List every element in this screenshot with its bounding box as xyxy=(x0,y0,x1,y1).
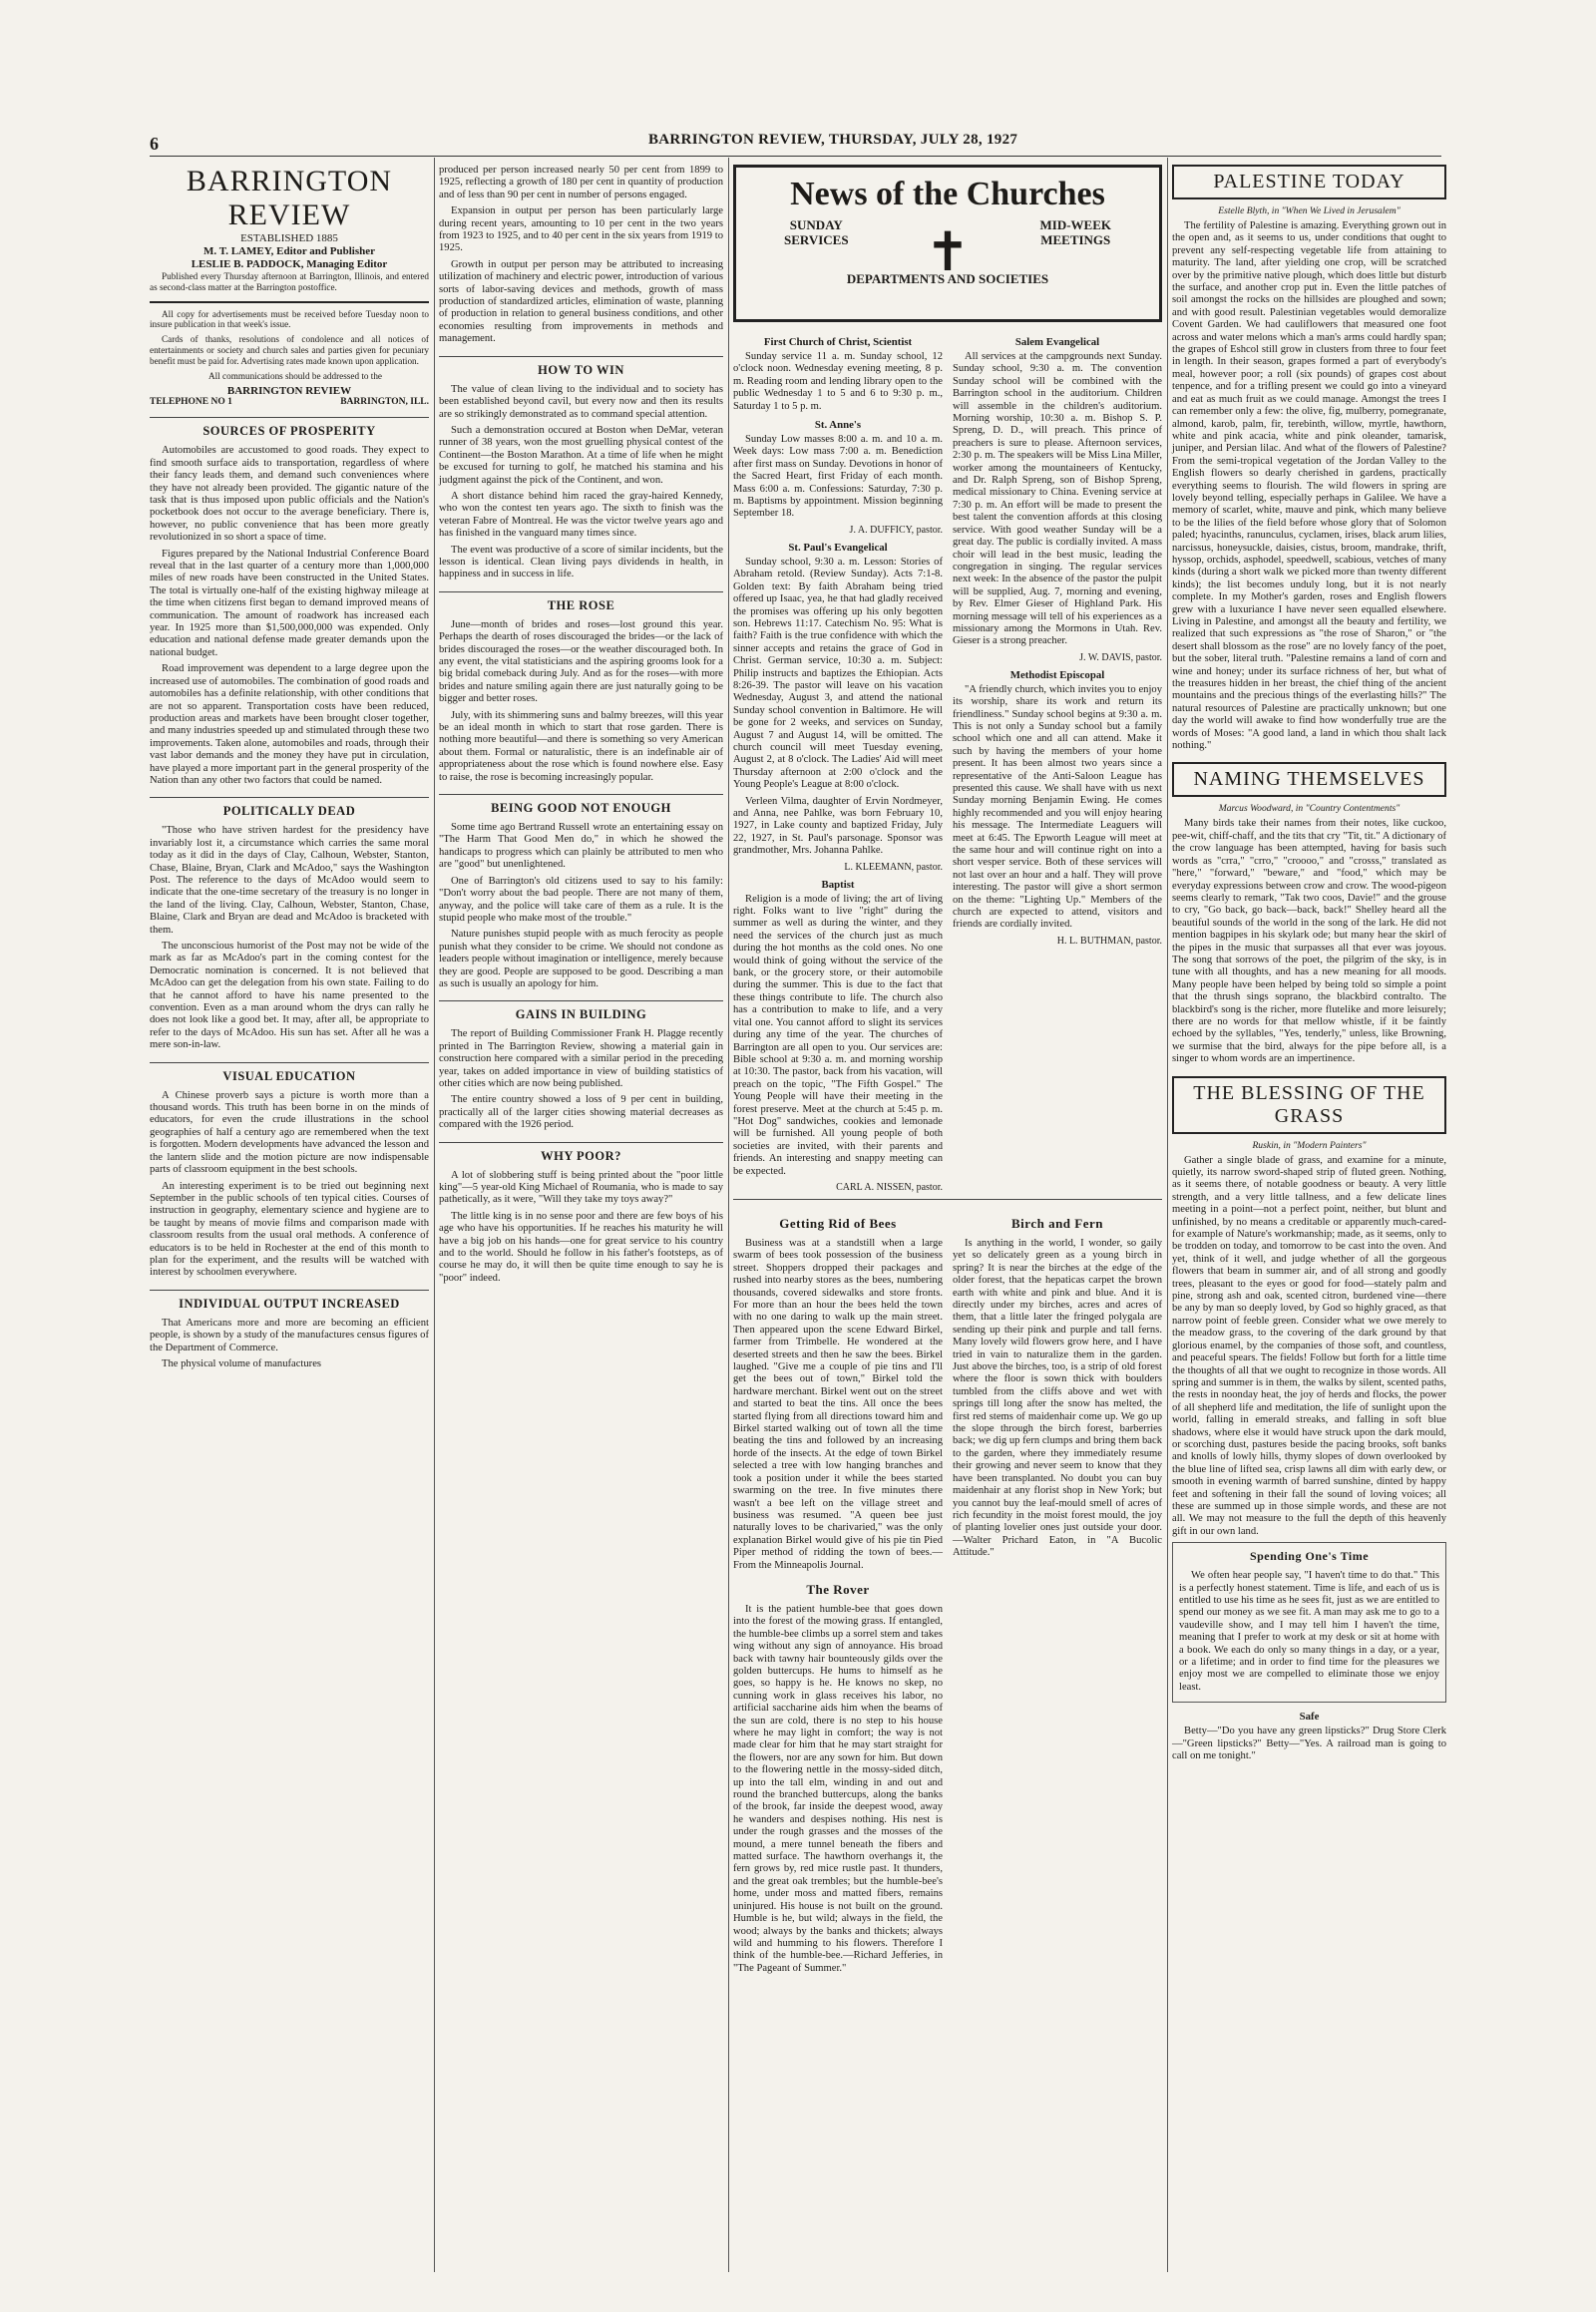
feature-paragraph: Many birds take their names from their notes, like cuckoo, pee-wit, chiff-chaff, and the tits that cry "Tit, tit." A dictionary of the crow language has been attempted, having for basis such words as "crra," "crro," "croooo," and "crosss," translated as "here," "forward," "beware," and "food," which may be everyday expressions between crow and crow. The wood-pigeon seems clearly to remark, "Tak two coos, Davie!" and the grouse to cry, "Go back, go back—back, back!" Shelley heard all the beautiful sounds of the world in the song of the lark. He did not mention bagpipes in his skylark ode; but many hear the skirl of the pipes in the music that surpasses all that ever was joyous. The song that sorrows of the poet, the pilgrim of the sky, is in tune with all thoughts, and has a new meaning for all moods. Many people have been helped by being told so simple a point that the thrush sings soprano, the blackbird contralto. The blackbird's song is the richer, more flutelike and more leisurely; there are no words for that mellow whistle, if it be faintly echoed by the syllables, "Yes, tenderly," unless, like Browning, we surmise that the bird, always for the pipe before all, is a singer to whom words are an impertinence. xyxy=(1172,818,1446,1065)
column-rule xyxy=(1167,158,1168,2272)
editorial-heading: WHY POOR? xyxy=(439,1142,723,1164)
masthead-editor: M. T. LAMEY, Editor and Publisher xyxy=(203,245,375,257)
feature-title-box: NAMING THEMSELVES xyxy=(1172,762,1446,797)
masthead-established: ESTABLISHED 1885 xyxy=(240,232,338,244)
church-notice: Religion is a mode of living; the art of living right. Folks want to live "right" during the summer as well as during the winter, and they need the services of the church just as much during the hot months as the cold ones. No one would think of going without the service of the bank, or the grocery store, or their automobile during the summer. This is due to the fact that these things contribute to life. The church also has a contribution to make to life, and a very vital one. You cannot afford to slight its services during any time of the year. The churches of Barrington are all open to you. Our services are: Bible school at 9:30 a. m. and morning worship at 10:30. The pastor, back from his vacation, will preach on the topic, "The Fifth Gospel." The Young People will have their meeting in the forest preserve. Meet at the church at 5:45 p. m. "Hot Dog" sandwiches, cookies and lemonade will be furnished. All young people of both societies are invited, with their parents and friends. An interesting and snappy meeting can be expected. xyxy=(733,893,943,1177)
column-1 xyxy=(150,165,429,1374)
churches-columns xyxy=(733,330,1162,1199)
editorial-paragraph: Automobiles are accustomed to good roads. They expect to find smooth surface aids to transportation, regardless of where their fancy leads them, and demand such conveniences where they have not already been provided. The gigantic nature of the task that is thus imposed upon public officials and the Nation's pocketbook does not occur to the average beneficiary. There is, however, no public convenience that has been more greatly revolutionized in so short a space of time. xyxy=(150,445,429,544)
churches-sub-left: SERVICES xyxy=(784,232,849,247)
church-notice: Sunday service 11 a. m. Sunday school, 12 o'clock noon. Wednesday evening meeting, 8 p. m. Reading room and lending library open to the public Wednesday 1 to 5 and 6 to 9:30 p. m., Saturday 1 to 5 p. m. xyxy=(733,351,943,412)
column-4 xyxy=(1172,165,1446,1766)
masthead-cards-notice: Cards of thanks, resolutions of condolence and all notices of entertainments or society and church sales and parties given for pecuniary benefit must be paid for. Advertising rates made known upon application. xyxy=(150,334,429,366)
feature-heading: The Rover xyxy=(806,1581,870,1597)
churches-departments: DEPARTMENTS AND SOCIETIES xyxy=(846,271,1049,286)
feature-paragraph: Business was at a standstill when a large swarm of bees took possession of the business street. Shoppers dropped their packages and rushed into nearby stores as the bees, numbering thousands, covered sidewalks and store fronts. For more than an hour the bees held the town with no one daring to walk up the main street. Then appeared upon the scene Edward Birkel, farmer from Trimbelle. He wondered at the deserted streets and then he saw the bees. Birkel laughed. "Give me a couple of pie tins and I'll get the bees out of town," Birkel told the hardware merchant. Birkel went out on the street and started to beat the tins. All once the bees started flying from all directions toward him and Birkel started walking out of town all the time beating the tins and followed by an increasing horde of the insects. At the edge of town Birkel selected a tree with low hanging branches and took a position under it while the bees started swarming on the tree. In five minutes there wasn't a bee left on the village street and business was resumed. "A queen bee just naturally loves to be charivaried," was the only explanation Birkel would give of his pie tin Pied Piper method of ridding the town of bees.—From the Minneapolis Journal. xyxy=(733,1237,943,1571)
feature-paragraph: Betty—"Do you have any green lipsticks?" Drug Store Clerk—"Green lipsticks?" Betty—"Yes. A railroad man is going to call on me tonight." xyxy=(1172,1726,1446,1762)
masthead-published: Published every Thursday afternoon at Barrington, Illinois, and entered as second-class matter at the Barrington postoffice. xyxy=(150,271,429,292)
masthead-telephone-row xyxy=(150,397,429,407)
feature-byline: Marcus Woodward, in "Country Contentments" xyxy=(1218,803,1400,815)
feature-heading: Safe xyxy=(1299,1711,1320,1724)
editorial-paragraph: June—month of brides and roses—lost ground this year. Perhaps the dearth of roses discouraged the brides—or the lack of brides discouraged the roses—or the weather discouraged both. In any event, the vital statisticians and the aspiring grooms look for a big bridal comeback during July. And as for the roses—with more brides and nature smiling again there are just naturally going to be bigger and better roses. xyxy=(439,618,723,705)
masthead-managing-editor: LESLIE B. PADDOCK, Managing Editor xyxy=(191,258,388,270)
church-signature: J. W. DAVIS, pastor. xyxy=(1079,651,1162,663)
feature-heading: Getting Rid of Bees xyxy=(779,1215,897,1231)
features-section xyxy=(733,1199,1162,1979)
editorial-paragraph: Some time ago Bertrand Russell wrote an entertaining essay on "The Harm That Good Men do," in which he showed the handicaps to progress which can plainly be attributed to men who are "good" but unenlightened. xyxy=(439,822,723,871)
feature-paragraph: We often hear people say, "I haven't time to do that." This is a perfectly honest statement. Time is life, and each of us is entitled to use his time as he sees fit, just as we are entitled to spend our money as we see fit. A man may ask me to go to a vaudeville show, and I may tell him I haven't the time, meaning that I prefer to work at my desk or sit at home with a book. We each do only so many things in a day, or a year, or a lifetime; and in order to find time for the pleasures we enjoy most we are compelled to eliminate those we enjoy least. xyxy=(1179,1570,1439,1693)
editorial-paragraph: produced per person increased nearly 50 per cent from 1899 to 1925, reflecting a growth of 180 per cent in quantity of production and of less than 90 per cent in number of persons engaged. xyxy=(439,165,723,200)
editorial-paragraph: The value of clean living to the individual and to society has been established beyond cavil, but every now and then its results are so strikingly demonstrated as to command special attention. xyxy=(439,383,723,420)
editorial-paragraph: Road improvement was dependent to a large degree upon the increased use of automobiles. The combination of good roads and automobiles has a definite relationship, with other conditions that are not so apparent. Transportation costs have been reduced, production areas and markets have been brought closer together, and many industries speeded up and stimulated through these two improvements. Taken alone, automobiles and roads, through their vast labor demands and the money they have put in circulation, have played a more important part in the general prosperity of the Nation than any other two factors that could be named. xyxy=(150,663,429,786)
church-notice: Verleen Vilma, daughter of Ervin Nordmeyer, and Anna, nee Pahlke, was born February 10, 1927, in Lake county and baptized Friday, July 22, 1927, in St. Paul's parsonage. Sponsor was grandmother, Mrs. Johanna Pahlke. xyxy=(733,795,943,857)
page-number: 6 xyxy=(150,134,159,154)
churches-sub-right: MID-WEEK xyxy=(1039,217,1111,232)
editorial-paragraph: The report of Building Commissioner Frank H. Plagge recently printed in The Barrington Review, showing a material gain in construction here compared with a similar period in the preceding year, takes on added importance in view of building statistics of other cities which are now being published. xyxy=(439,1028,723,1089)
editorial-heading: VISUAL EDUCATION xyxy=(150,1062,429,1084)
editorial-paragraph: Figures prepared by the National Industrial Conference Board reveal that in the last quarter of a century more than 1,000,000 miles of new roads have been constructed in the United States. The total is virtually one-half of the existing highway mileage at the time when citizens first began to demand improved means of communication. The amount of roadwork has increased each year. In 1925 more than $1,500,000,000 was expended. Only education and national defense made greater demands upon the national budget. xyxy=(150,548,429,658)
feature-byline: Estelle Blyth, in "When We Lived in Jerusalem" xyxy=(1218,205,1400,216)
editorial-heading: POLITICALLY DEAD xyxy=(150,797,429,819)
editorial-paragraph: A lot of slobbering stuff is being printed about the "poor little king"—5 year-old King Michael of Roumania, who is made to say pathetically, as it were, "Will they take my toys away?" xyxy=(439,1169,723,1206)
church-heading: Baptist xyxy=(821,878,855,891)
editorial-paragraph: An interesting experiment is to be tried out beginning next September in the public schools of ten typical cities. Courses of instruction in geography, elementary science and hygiene are to be taught by means of movie films and comparison made with classroom results from the usual oral methods. A conference of educators is to be held in Rochester at the end of this month to plan for the experiment, and the results will be watched with interest by schoolmen everywhere. xyxy=(150,1180,429,1279)
masthead-address-note: All communications should be addressed to the xyxy=(207,370,383,381)
column-3 xyxy=(733,165,1162,1979)
masthead-copy-notice: All copy for advertisements must be received before Tuesday noon to insure publication in that week's issue. xyxy=(150,308,429,330)
church-heading: Methodist Episcopal xyxy=(1009,668,1105,681)
editorial-heading: GAINS IN BUILDING xyxy=(439,1000,723,1022)
column-rule xyxy=(728,158,729,2272)
editorial-paragraph: The entire country showed a loss of 9 per cent in building, practically all of the larger cities showing material decreases as compared with the 1926 period. xyxy=(439,1094,723,1131)
feature-heading: Birch and Fern xyxy=(1011,1215,1103,1231)
cross-icon: ✝ xyxy=(925,222,971,282)
churches-title: News of the Churches xyxy=(790,176,1105,212)
church-heading: Salem Evangelical xyxy=(1014,336,1100,348)
editorial-paragraph: Growth in output per person may be attributed to increasing utilization of machinery and electric power, introduction of various sorts of labor-saving devices and methods, growth of mass production of standardized articles, elimination of waste, planning of production in relation to general business conditions, and other economies resulting from improvements in methods and management. xyxy=(439,258,723,345)
feature-paragraph: The fertility of Palestine is amazing. Everything grown out in the open and, as it seems to us, under conditions that ought to prevent any self-respecting vegetable life from attaining to maturity. The land, after yielding one crop, will be scratched over by the primitive native plough, which does little but disturb the surface, and another crop put in. Even the little patches of soil amongst the rocks on the hillsides are ploughed and sown; and with good result. Palestinian vegetables would demoralize Covent Garden. We had cauliflowers that measured one foot across and water melons which a man's arms could hardly span; the grapes of Eshcol still grow in clusters from three to four feet in length. In their season, grapes formed a part of everybody's meal, however poor; a roll (six pounds) of grapes cost about tenpence, and for a trifling present we could go into a vineyard and eat as much fruit as we could manage. Amongst the trees I can remember only a few: the olive, fig, mulberry, pomegranate, almond, karob, palm, fir, terebinth, willow, myrtle, hawthorn, white and pink acacia, white and pink oleander, tamarisk, juniper, and Persian lilac. And what of the flowers of Palestine? From the semi-tropical vegetation of the Jordan Valley to the English flowers so dearly cherished in gardens, practically everything seems to flourish. The wild flowers in spring are lovely beyond telling, especially perhaps in Galilee. We have a memory of scarlet, white, mauve and pink, which many believe to be the lilies of the field before whose glory that of Solomon paled; hyacinths, ranunculus, cyclamen, irises, black arum lilies, narcissus, honeysuckle, daisies, cistus, broom, mandrake, thrift, hyssop, orchids, asphodel, speedwell, scabious, vetches of many kinds (during a short walk we picked more than twenty different kinds); the list becomes unduly long, but it is not nearly complete. In my Mother's garden, roses and English flowers grew with a luxuriance I have never seen equalled elsewhere. Living in Palestine, and amongst all the beauty and fertility, we realized that such expressions as "the rose of Sharon," or "the desert shall blossom as the rose" are no lovely fancy of the poet, but the sober, literal truth. "Palestine remains a land of corn and wine and honey; under its surface richness of her, but what of the treasures hidden in her breast, the chief thing of the ancient mountains and the precious things of the everlasting hills?" The natural resources of Palestine are practically unknown; but one day the world will awake to find how wonderfully true are the words of Moses: "A good land, a land in which thou shalt lack nothing." xyxy=(1172,220,1446,752)
editorial-paragraph: The little king is in no sense poor and there are few boys of his age who have his opportunities. If he reaches his maturity he will have a big job on his hands—one for great service to his country and to the world. Should he follow in his father's footsteps, as of course he may do, it will then be quite time enough to say he is "poor" indeed. xyxy=(439,1210,723,1284)
editorial-paragraph: Expansion in output per person has been particularly large during recent years, amounting to 10 per cent in the two years from 1923 to 1925, and to 40 per cent in the six years from 1919 to 1925. xyxy=(439,205,723,254)
masthead-address-name: BARRINGTON REVIEW xyxy=(226,385,352,398)
editorial-paragraph: July, with its shimmering suns and balmy breezes, will this year be an ideal month in which to start that rose garden. There is nothing more beautiful—and there is something so very American about them. Formal or naturalistic, there is an indefinable air of appropriateness about the rose which is found nowhere else. Easy to raise, the rose is becoming increasingly popular. xyxy=(439,709,723,783)
church-heading: St. Paul's Evangelical xyxy=(788,541,888,554)
masthead-title: BARRINGTON REVIEW xyxy=(186,165,393,231)
editorial-paragraph: A Chinese proverb says a picture is worth more than a thousand words. This truth has been borne in on the minds of educators, for even the crude illustrations in the school geographies of half a century ago are remembered when the text is forgotten. Modern developments have advanced the lesson and the lantern slide and the motion picture are now indispensable parts of classroom equipment in the best schools. xyxy=(150,1089,429,1176)
editorial-paragraph: The physical volume of manufactures xyxy=(162,1357,322,1369)
editorial-heading: SOURCES OF PROSPERITY xyxy=(150,417,429,439)
church-notice: All services at the campgrounds next Sunday. Sunday school, 9:30 a. m. The convention Sunday school will be combined with the Barrington school in the auditorium. Children will assemble in the children's auditorium. Morning worship, 10:30 a. m. Bishop S. P. Spreng, D. D., will preach. This prince of preachers is sure to please. Afternoon services, 2:30 p. m. The speakers will be Miss Lina Miller, worker among the mountaineers of Kentucky, and Dr. Ralph Spreng, son of Bishop Spreng, medical missionary to China. Evening service at 7:30 p. m. An effort will be made to present the best talent the convention affords at this closing service. With good weather Sunday will be a great day. The public is cordially invited. A mass choir will lead in the best music, leading the congregation in singing. The regular services next week: In the absence of the pastor the pulpit will be supplied, Aug. 7, morning and evening, by Rev. Elmer Gieser of Highland Park. His morning message will tell of his experiences as a missionary among the Mormons in Utah. Rev. Gieser is a strong preacher. xyxy=(953,351,1162,647)
editorial-heading: INDIVIDUAL OUTPUT INCREASED xyxy=(150,1290,429,1312)
running-head: BARRINGTON REVIEW, THURSDAY, JULY 28, 1927 xyxy=(648,132,1018,148)
church-signature: CARL A. NISSEN, pastor. xyxy=(836,1181,943,1193)
church-heading: First Church of Christ, Scientist xyxy=(763,336,913,348)
editorial-paragraph: One of Barrington's old citizens used to say to his family: "Don't worry about the bad people. There are not many of them, anyway, and the police will take care of them as a rule. It is the stupid people who make most of the trouble." xyxy=(439,875,723,924)
church-notice: Sunday Low masses 8:00 a. m. and 10 a. m. Week days: Low mass 7:00 a. m. Benediction after first mass on Sunday. Devotions in honor of the Sacred Heart, first Friday of each month. Mass 6:00 a. m. Confessions: Saturday, 7:30 p. m. Baptisms by appointment. Mission beginning September 18. xyxy=(733,434,943,520)
feature-heading: Spending One's Time xyxy=(1249,1549,1370,1564)
masthead xyxy=(150,165,429,303)
editorial-paragraph: Such a demonstration occured at Boston when DeMar, veteran runner of 38 years, won the most gruelling physical contest of the Continent—the Boston Marathon. At a time of life when he might be excused for turning to golf, he matched his stamina and his judgment against the pick of the Continent, and won. xyxy=(439,424,723,486)
churches-banner xyxy=(733,165,1162,322)
feature-title-box: THE BLESSING OF THE GRASS xyxy=(1172,1076,1446,1134)
masthead-telephone: TELEPHONE NO 1 xyxy=(150,397,232,408)
editorial-paragraph: A short distance behind him raced the gray-haired Kennedy, who won the contest ten years ago. The sixth to finish was the veteran Fabre of Montreal. He was the victor twelve years ago and has finished in the vanguard many times since. xyxy=(439,490,723,540)
feature-paragraph: Is anything in the world, I wonder, so gaily yet so delicately green as a young birch in spring? It is near the birches at the edge of the older forest, that the hepaticas carpet the brown earth with white and pink and blue. And it is directly under my birches, acres and acres of them, that a little later the fringed polygala are sending up their pink and purple and tall ferns. Many lovely wild flowers grow here, and I have tried in vain to naturalize them in the garden. Just above the birches, too, is a strip of old forest where the floor is sown thick with boulders tumbled from the cliffs above and wet with springs till long after the snow has melted, the first red stems of maidenhair come up. We go up the slope through the birch forest, barberries back; we dig up fern clumps and bring them back to the garden, where they immediately resume their growing and never seem to know that they have been transplanted. No doubt you can buy maidenhair at any florist shop in New York; but you cannot buy the leaf-mould smell of acres of rich fecundity in the moist forest mould, the joy of planting lovelier ones just outside your door.—Walter Prichard Eaton, in "A Bucolic Attitude." xyxy=(953,1237,1162,1559)
church-signature: H. L. BUTHMAN, pastor. xyxy=(1056,935,1162,947)
feature-byline: Ruskin, in "Modern Painters" xyxy=(1252,1139,1367,1151)
church-notice: Sunday school, 9:30 a. m. Lesson: Stories of Abraham retold. (Review Sunday). Acts 7:1-8. Golden text: By faith Abraham being tried offered up Isaac, yea, he that had gladly received the promises was offering up his only begotten son. Hebrews 11:17. Catechism No. 95: What is faith? Faith is the true confidence with which the sinner accepts and retains the grace of God in Christ. German service, 10:30 a. m. Subject: Philip instructs and baptizes the Ethiopian. Acts 8:26-39. The pastor will leave on his vacation Wednesday, August 3, and attend the national Sunday school convention in Baltimore. He will be gone for 2 weeks, and services on Sunday, August 7 and August 14, will be omitted. The church council will meet Tuesday evening, August 2, at 8 o'clock. The Ladies' Aid will meet Thursday afternoon at 2:00 o'clock and the Young People's League at 8:00 o'clock. xyxy=(733,556,943,791)
feature-paragraph: Gather a single blade of grass, and examine for a minute, quietly, its narrow sword-shaped strip of fluted green. Nothing, as it seems there, of notable goodness or beauty. A very little strength, and a very little tallness, and a few delicate lines meeting in a point—not a perfect point, neither, but blunt and unfinished, by no means a creditable or apparently much-cared-for example of Nature's workmanship; made, as it seems, only to be trodden on today, and tomorrow to be cast into the oven. And yet, think of it well, and judge whether of all the gorgeous flowers that beam in summer air, and of all strong and goodly trees, pleasant to the eyes or good for food—stately palm and pine, strong ash and oak, scented citron, burdened vine—there be any by man so deeply loved, by God so highly graced, as that narrow point of feeble green. Consider what we owe merely to the meadow grass, to the covering of the dark ground by that glorious enamel, by the companies of those soft, and countless, and peaceful spears. The fields! Follow but forth for a little time the thoughts of all that we ought to recognize in those words. All spring and summer is in them, the walks by silent, scented paths, the rests in noonday heat, the joy of herds and flocks, the power of all shepherd life and meditation, the life of sunlight upon the world, falling in emerald streaks, and falling in soft blue shadows, where else it would have struck upon the dark mould, or scorching dust, pastures beside the pacing brooks, soft banks and knolls of lowly hills, thymy slopes of down overlooked by the blue line of lifted sea, crisp lawns all dim with early dew, or smooth in evening warmth of barred sunshine, dinted by happy feet and softening in their fall the sound of loving voices; all these are summed up in those simple words, and these are not all. We may not measure to the full the depth of this heavenly gift in our own land. xyxy=(1172,1154,1446,1537)
church-heading: St. Anne's xyxy=(814,419,862,432)
church-signature: L. KLEEMANN, pastor. xyxy=(844,861,943,873)
feature-paragraph: It is the patient humble-bee that goes down into the forest of the mowing grass. If entangled, the humble-bee climbs up a sorrel stem and takes wing without any sign of annoyance. His broad back with tawny hair bounteously gilds over the golden buttercups. He hums to himself as he goes, so happy is he. He knows no skep, no cunning work in glass receives his labor, no artificial saccharine aids him when the beams of the sun are cold, there is no step to his house where he may light in comfort; the way is not made clear for him that he may start straight for the flowers, nor are any sown for him. But down to the flowering nettle in the mossy-sided ditch, up into the tall elm, winding in and out and round the branched buttercups, along the banks of the brook, far inside the deepest wood, away he wanders and despises nothing. His nest is under the rough grasses and the mosses of the mound, a mere tunnel beneath the fibers and matted surface. The hawthorn overhangs it, the fern grows by, red mice rustle past. It thunders, and the great oak trembles; but the humble-bee's home, under moss and matted fibers, remains uninjured. His house is not built on the ground. Humble is he, but wild; always in the field, the wood; always by the banks and thickets; always wild and humming to his flowers. Therefore I think of the humble-bee.—Richard Jefferies, in "The Pageant of Summer." xyxy=(733,1603,943,1974)
masthead-city: BARRINGTON, ILL. xyxy=(340,397,429,408)
editorial-heading: BEING GOOD NOT ENOUGH xyxy=(439,794,723,816)
editorial-paragraph: The unconscious humorist of the Post may not be wide of the mark as far as McAdoo's part in the coming contest for the Democratic nomination is concerned. It is not believed that McAdoo can get the delegation from his own state. Failing to do that he cannot afford to have his name presented to the convention. Even as a man around whom the drys can rally he does not look like a good bet. It may, after all, be appropriate to refer to the days of McAdoo. His sun has set. After all he was a mere son-in-law. xyxy=(150,941,429,1051)
church-signature: J. A. DUFFICY, pastor. xyxy=(849,524,943,536)
editorial-heading: THE ROSE xyxy=(439,591,723,613)
editorial-paragraph: "Those who have striven hardest for the presidency have invariably lost it, a circumstance which carries the same moral today as it did in the days of Clay, Calhoun, Webster, Stanton, Chase, Blaine, Bryan, Clark and McAdoo," says the Washington Post. The reference to the days of McAdoo would seem to indicate that the one-time secretary of the treasury is no longer in the land of the living. Clay, Calhoun, Webster, Stanton, Chase, Blaine, Clark and Bryan are dead and McAdoo is bracketed with them. xyxy=(150,825,429,936)
church-notice: "A friendly church, which invites you to enjoy its worship, share its work and return its friendliness." Sunday school begins at 9:30 a. m. This is not only a Sunday school but a family school which one and all can attend. Make it such by having the members of your home present. It has been almost two years since a representative of the Anti-Saloon League has presented this cause. We shall have with us next Sunday morning Benjamin Ewing. He comes highly recommended and you will enjoy hearing his message. The Intermediate Leaguers will meet at 6:45. The Epworth League will meet at the same hour and will continue right on into a short vesper service. Both of these services will not last over an hour and a half. They will prove interesting. The pastor will give a short sermon on the theme: "Lighting Up." Members of the church are expected to attend, visitors and friends are cordially invited. xyxy=(953,683,1162,931)
column-rule xyxy=(434,158,435,2272)
churches-sub-left: SUNDAY xyxy=(789,217,843,232)
editorial-paragraph: The event was productive of a score of similar incidents, but the lesson is identical. Clean living pays dividends in health, in happiness and in success in life. xyxy=(439,544,723,580)
churches-sub-right: MEETINGS xyxy=(1040,232,1111,247)
editorial-paragraph: Nature punishes stupid people with as much ferocity as people punish what they consider to be crime. We should not condone as leaders people without imagination or intelligence, merely because they are good. People are supposed to be good. Describing a man as such is usually an apology for him. xyxy=(439,929,723,989)
editorial-heading: HOW TO WIN xyxy=(439,356,723,378)
editorial-paragraph: That Americans more and more are becoming an efficient people, is shown by a study of the manufactures census figures of the Department of Commerce. xyxy=(150,1317,429,1353)
feature-title-box: PALESTINE TODAY xyxy=(1172,165,1446,199)
filler-box xyxy=(1172,1542,1446,1703)
column-2 xyxy=(439,165,723,1289)
